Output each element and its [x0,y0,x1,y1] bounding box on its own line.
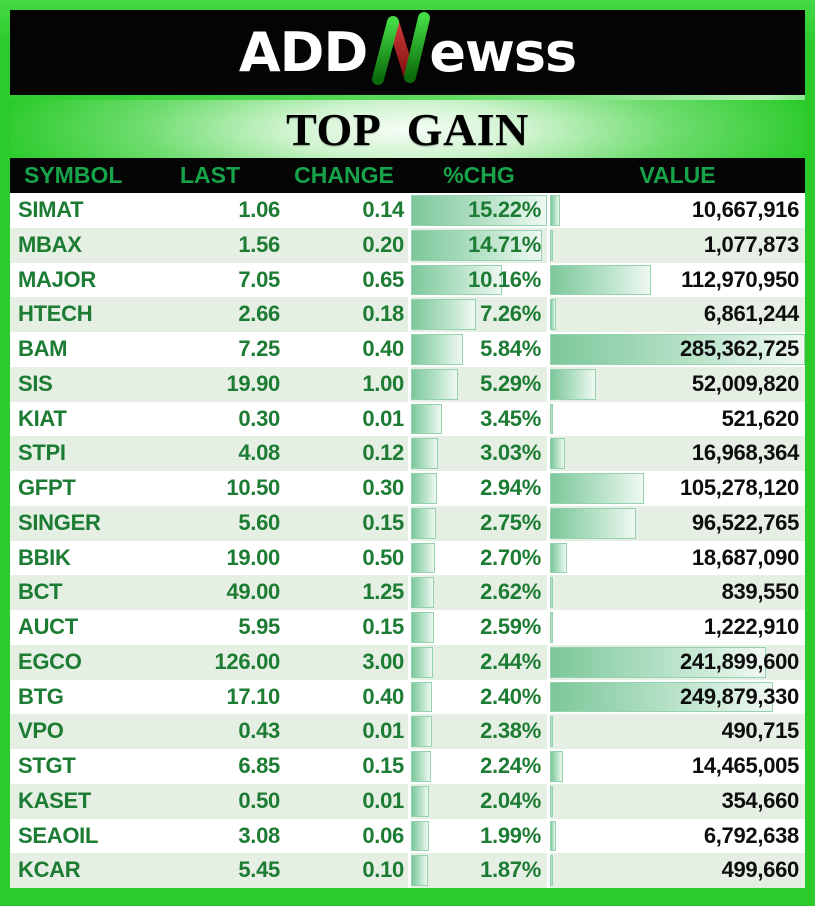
pct-databar [411,577,434,608]
last-cell: 4.08 [140,436,280,471]
last-cell: 19.90 [140,367,280,402]
value-cell: 285,362,725 [550,332,805,367]
last-cell: 6.85 [238,753,280,778]
table-row [10,680,805,715]
value-cell: 354,660 [550,784,805,819]
symbol-cell: SIS [10,367,140,402]
pct-chg-cell: 5.29% [411,367,547,402]
pct-chg-cell: 5.84% [411,332,547,367]
change-cell: 0.15 [362,753,404,778]
change-cell: 0.01 [362,405,404,431]
symbol-cell: HTECH [10,297,140,332]
change-cell: 0.65 [362,266,404,292]
value-cell: 1,077,873 [550,228,805,263]
change-cell: 0.01 [280,714,408,749]
pct-databar [411,612,434,643]
table-row [10,749,805,784]
value-cell: 18,687,090 [550,541,805,576]
table-row [10,193,805,228]
symbol-cell: MBAX [10,228,140,263]
value-databar [550,369,596,400]
pct-chg-cell: 7.26% [411,297,547,332]
logo-n-icon [367,9,433,89]
pct-chg-cell: 2.44% [411,645,547,680]
last-cell: 0.30 [238,405,280,431]
value-databar [550,299,556,330]
value-cell: 16,968,364 [550,436,805,471]
pct-chg-cell: 2.75% [411,506,547,541]
change-cell: 0.15 [362,614,404,639]
value-cell: 14,465,005 [550,749,805,784]
column-header-change: CHANGE [294,162,394,188]
pct-chg-cell: 2.40% [411,680,547,715]
symbol-cell: KASET [10,784,140,819]
last-cell: 49.00 [140,575,280,610]
last-cell: 5.60 [140,506,280,541]
last-cell: 1.06 [238,197,280,222]
value-cell: 839,550 [550,575,805,610]
value-cell: 112,970,950 [550,263,805,298]
pct-databar [411,682,432,713]
symbol-cell: BTG [18,683,64,709]
symbol-cell: KCAR [10,853,140,888]
table-row [10,332,805,367]
value-databar [550,786,553,817]
value-cell: 6,792,638 [550,819,805,854]
symbol-cell: SINGER [10,506,140,541]
pct-chg-cell: 2.24% [411,749,547,784]
change-cell: 3.00 [280,645,408,680]
pct-databar [411,647,433,678]
table-row [10,402,805,437]
symbol-cell: KIAT [18,405,67,431]
symbol-cell: SIMAT [18,197,84,222]
pct-chg-cell: 2.62% [411,575,547,610]
change-cell: 0.50 [362,544,404,570]
value-cell: 241,899,600 [550,645,805,680]
last-cell: 19.00 [226,544,280,570]
table-row [10,610,805,645]
value-databar [550,195,560,226]
symbol-cell: BBIK [18,544,71,570]
table-row [10,436,805,471]
value-cell: 521,620 [550,402,805,437]
last-cell: 7.25 [238,336,280,361]
value-databar [550,751,563,782]
table-row [10,784,805,819]
value-databar [550,716,553,747]
pct-chg-cell: 2.38% [411,714,547,749]
brand-bar [10,10,805,95]
pct-databar [411,473,437,504]
change-cell: 0.06 [362,822,404,848]
table-row [10,714,805,749]
value-databar [550,821,556,852]
column-header-last: LAST [179,162,241,188]
last-cell: 7.05 [238,266,280,292]
table-body [10,193,805,888]
value-databar [550,543,567,574]
page-title: TOP GAIN [286,103,529,155]
pct-chg-cell: 2.94% [411,471,547,506]
last-cell: 0.50 [140,784,280,819]
title-band [10,100,805,158]
pct-chg-cell: 1.99% [411,819,547,854]
change-cell: 1.00 [280,367,408,402]
value-databar [550,473,644,504]
last-cell: 10.50 [226,475,280,500]
table-header [10,158,805,193]
column-header-pct-chg: %CHG [443,162,515,188]
pct-chg-cell: 3.03% [411,436,547,471]
change-cell: 0.18 [280,297,408,332]
value-databar [550,577,553,608]
value-databar [550,265,651,296]
value-databar [550,508,636,539]
table-row [10,263,805,298]
change-cell: 1.25 [280,575,408,610]
pct-databar [411,855,428,886]
last-cell: 1.56 [140,228,280,263]
table-row [10,367,805,402]
symbol-cell: BCT [10,575,140,610]
table-row [10,471,805,506]
pct-databar [411,369,458,400]
value-cell: 1,222,910 [550,610,805,645]
symbol-cell: STGT [18,753,76,778]
symbol-cell: AUCT [18,614,78,639]
value-databar [550,230,553,261]
change-cell: 0.12 [280,436,408,471]
pct-chg-cell: 15.22% [411,193,547,228]
value-cell: 6,861,244 [550,297,805,332]
last-cell: 5.95 [238,614,280,639]
symbol-cell: SEAOIL [18,822,99,848]
value-cell: 105,278,120 [550,471,805,506]
table-row [10,853,805,888]
symbol-cell: STPI [10,436,140,471]
last-cell: 5.45 [140,853,280,888]
value-databar [550,855,553,886]
table-row [10,819,805,854]
last-cell: 126.00 [140,645,280,680]
value-cell: 490,715 [550,714,805,749]
pct-chg-cell: 2.59% [411,610,547,645]
value-cell: 52,009,820 [550,367,805,402]
pct-databar [411,821,429,852]
last-cell: 17.10 [226,683,280,709]
logo-text-left: ADD [238,20,368,84]
value-cell: 96,522,765 [550,506,805,541]
pct-databar [411,543,435,574]
change-cell: 0.40 [362,336,404,361]
table-row [10,228,805,263]
pct-databar [411,751,431,782]
addnewss-logo [239,17,576,89]
table-row [10,506,805,541]
pct-databar [411,508,436,539]
column-header-value: VALUE [639,162,716,188]
change-cell: 0.20 [280,228,408,263]
last-cell: 2.66 [140,297,280,332]
change-cell: 0.14 [362,197,404,222]
change-cell: 0.01 [280,784,408,819]
pct-chg-cell: 2.04% [411,784,547,819]
value-databar [550,404,553,435]
column-header-symbol: SYMBOL [24,162,123,188]
pct-databar [411,716,432,747]
table-row [10,575,805,610]
pct-databar [411,299,476,330]
table-row [10,645,805,680]
pct-chg-cell: 10.16% [411,263,547,298]
pct-databar [411,404,442,435]
table-row [10,541,805,576]
pct-chg-cell: 14.71% [411,228,547,263]
symbol-cell: VPO [10,714,140,749]
change-cell: 0.10 [280,853,408,888]
logo-text-right: ewss [429,20,577,84]
value-cell: 249,879,330 [550,680,805,715]
pct-databar [411,334,463,365]
change-cell: 0.15 [280,506,408,541]
table-row [10,297,805,332]
value-cell: 10,667,916 [550,193,805,228]
symbol-cell: GFPT [18,475,76,500]
value-databar [550,612,553,643]
pct-chg-cell: 3.45% [411,402,547,437]
value-cell: 499,660 [550,853,805,888]
last-cell: 3.08 [238,822,280,848]
last-cell: 0.43 [140,714,280,749]
symbol-cell: EGCO [10,645,140,680]
pct-chg-cell: 1.87% [411,853,547,888]
pct-databar [411,786,429,817]
symbol-cell: BAM [18,336,68,361]
change-cell: 0.30 [362,475,404,500]
value-databar [550,438,565,469]
pct-chg-cell: 2.70% [411,541,547,576]
change-cell: 0.40 [362,683,404,709]
symbol-cell: MAJOR [18,266,96,292]
pct-databar [411,438,438,469]
